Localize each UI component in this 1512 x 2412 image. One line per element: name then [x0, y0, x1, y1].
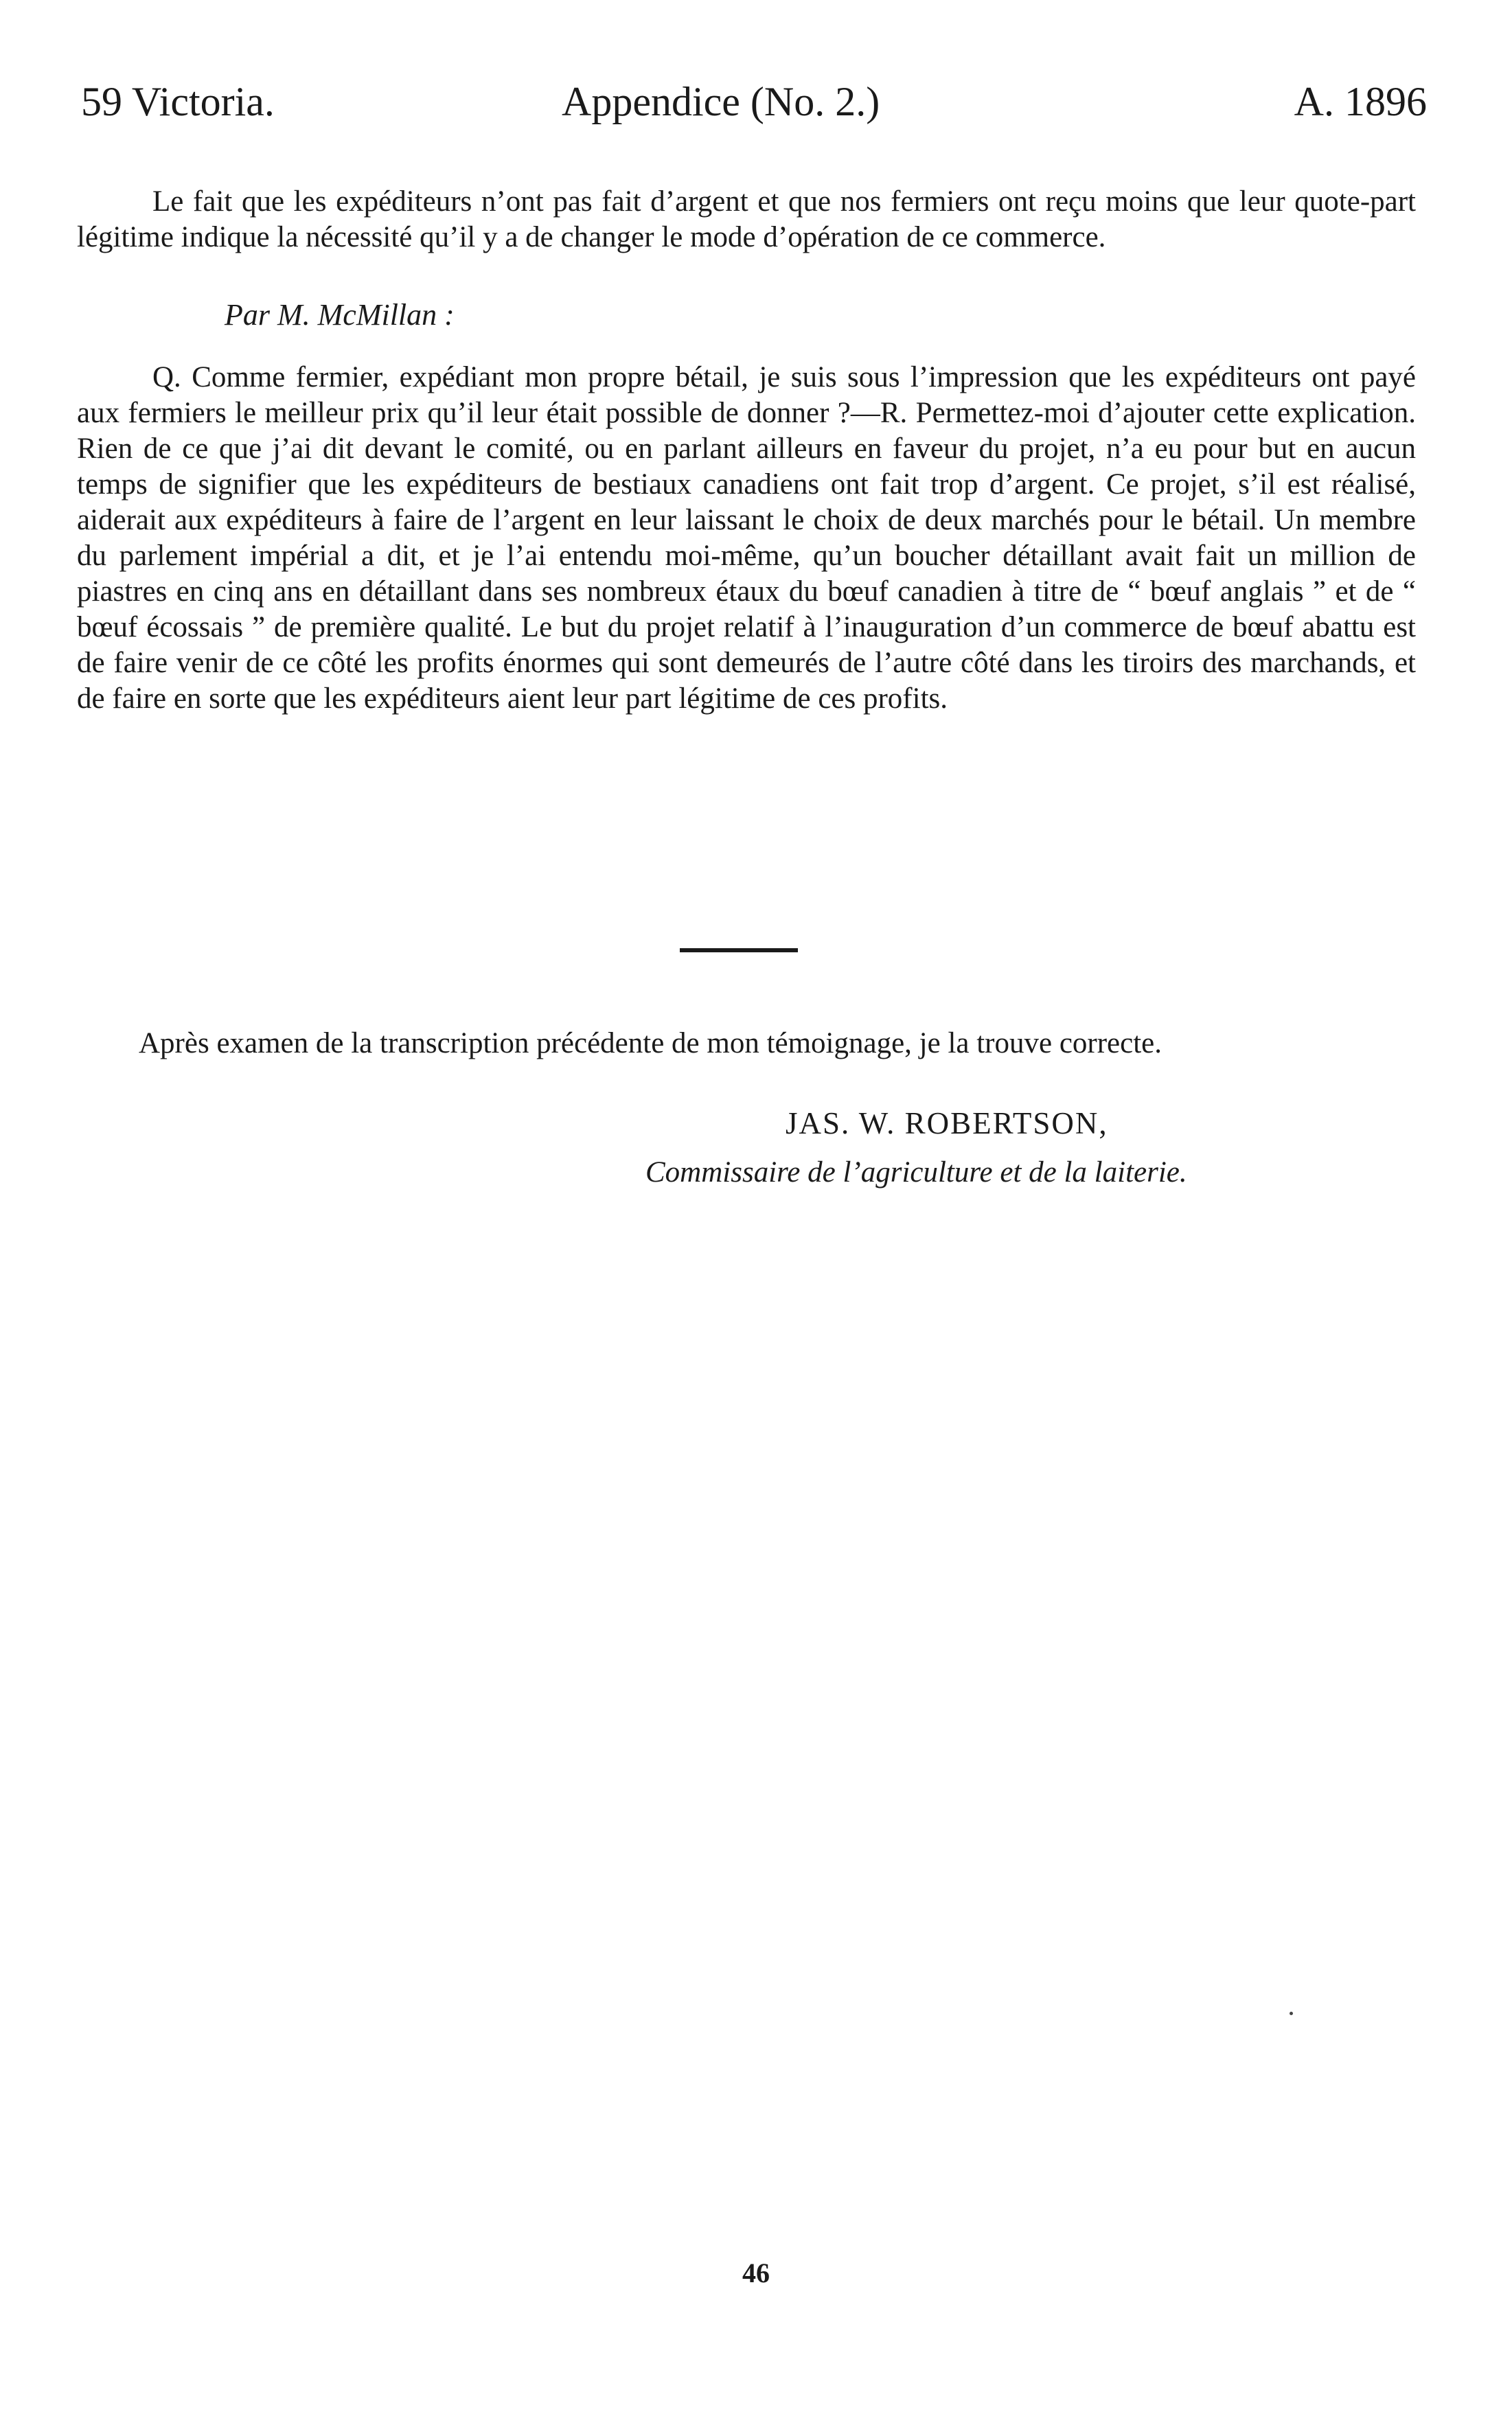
section-divider [680, 948, 798, 952]
closing-statement: Après examen de la transcription précédente de mon témoignage, je la trouve correcte. [139, 1027, 1162, 1059]
page-header [81, 74, 1427, 129]
header-appendix: Appendice (No. 2.) [562, 79, 880, 124]
paragraph-opening: Le fait que les expéditeurs n’ont pas fait d’argent et que nos fermiers ont reçu moins que leur quote-part légitime indique la nécessité qu’il y a de changer le mode d’opération de ce commerce. [77, 185, 1416, 253]
header-year: A. 1896 [1294, 79, 1427, 124]
print-speck [1290, 2012, 1293, 2015]
paragraph-question-answer: Q. Comme fermier, expédiant mon propre bétail, je suis sous l’impression que les expéditeurs ont payé aux fermiers le meilleur prix qu’il leur était possible de donner ?—R. Permettez-moi d’ajouter cette explication. Rien de ce que j’ai dit devant le comité, ou en parlant ailleurs en faveur du projet, n’a eu pour but en aucun temps de signifier que les expéditeurs de bestiaux canadiens ont fait trop d’argent. Ce projet, s’il est réalisé, aiderait aux expéditeurs à faire de l’argent en leur laissant le choix de deux marchés pour le bétail. Un membre du parlement impérial a dit, et je l’ai entendu moi-même, qu’un boucher détaillant avait fait un million de piastres en cinq ans en détaillant dans ses nombreux étaux du bœuf canadien à titre de “ bœuf anglais ” et de “ bœuf écossais ” de première qualité. Le but du projet relatif à l’inauguration d’un commerce de bœuf abattu est de faire venir de ce côté les profits énormes qui sont demeurés de l’autre côté dans les tiroirs des marchands, et de faire en sorte que les expéditeurs aient leur part légitime de ces profits. [77, 361, 1416, 715]
signatory-title: Commissaire de l’agriculture et de la laiterie. [645, 1156, 1187, 1188]
header-session: 59 Victoria. [81, 79, 275, 124]
main-text [77, 184, 1416, 717]
signatory-name: JAS. W. ROBERTSON, [786, 1106, 1108, 1140]
page-number: 46 [742, 2258, 770, 2288]
speaker-heading: Par M. McMillan : [225, 298, 455, 332]
closing-statement-block [77, 1026, 1416, 1061]
